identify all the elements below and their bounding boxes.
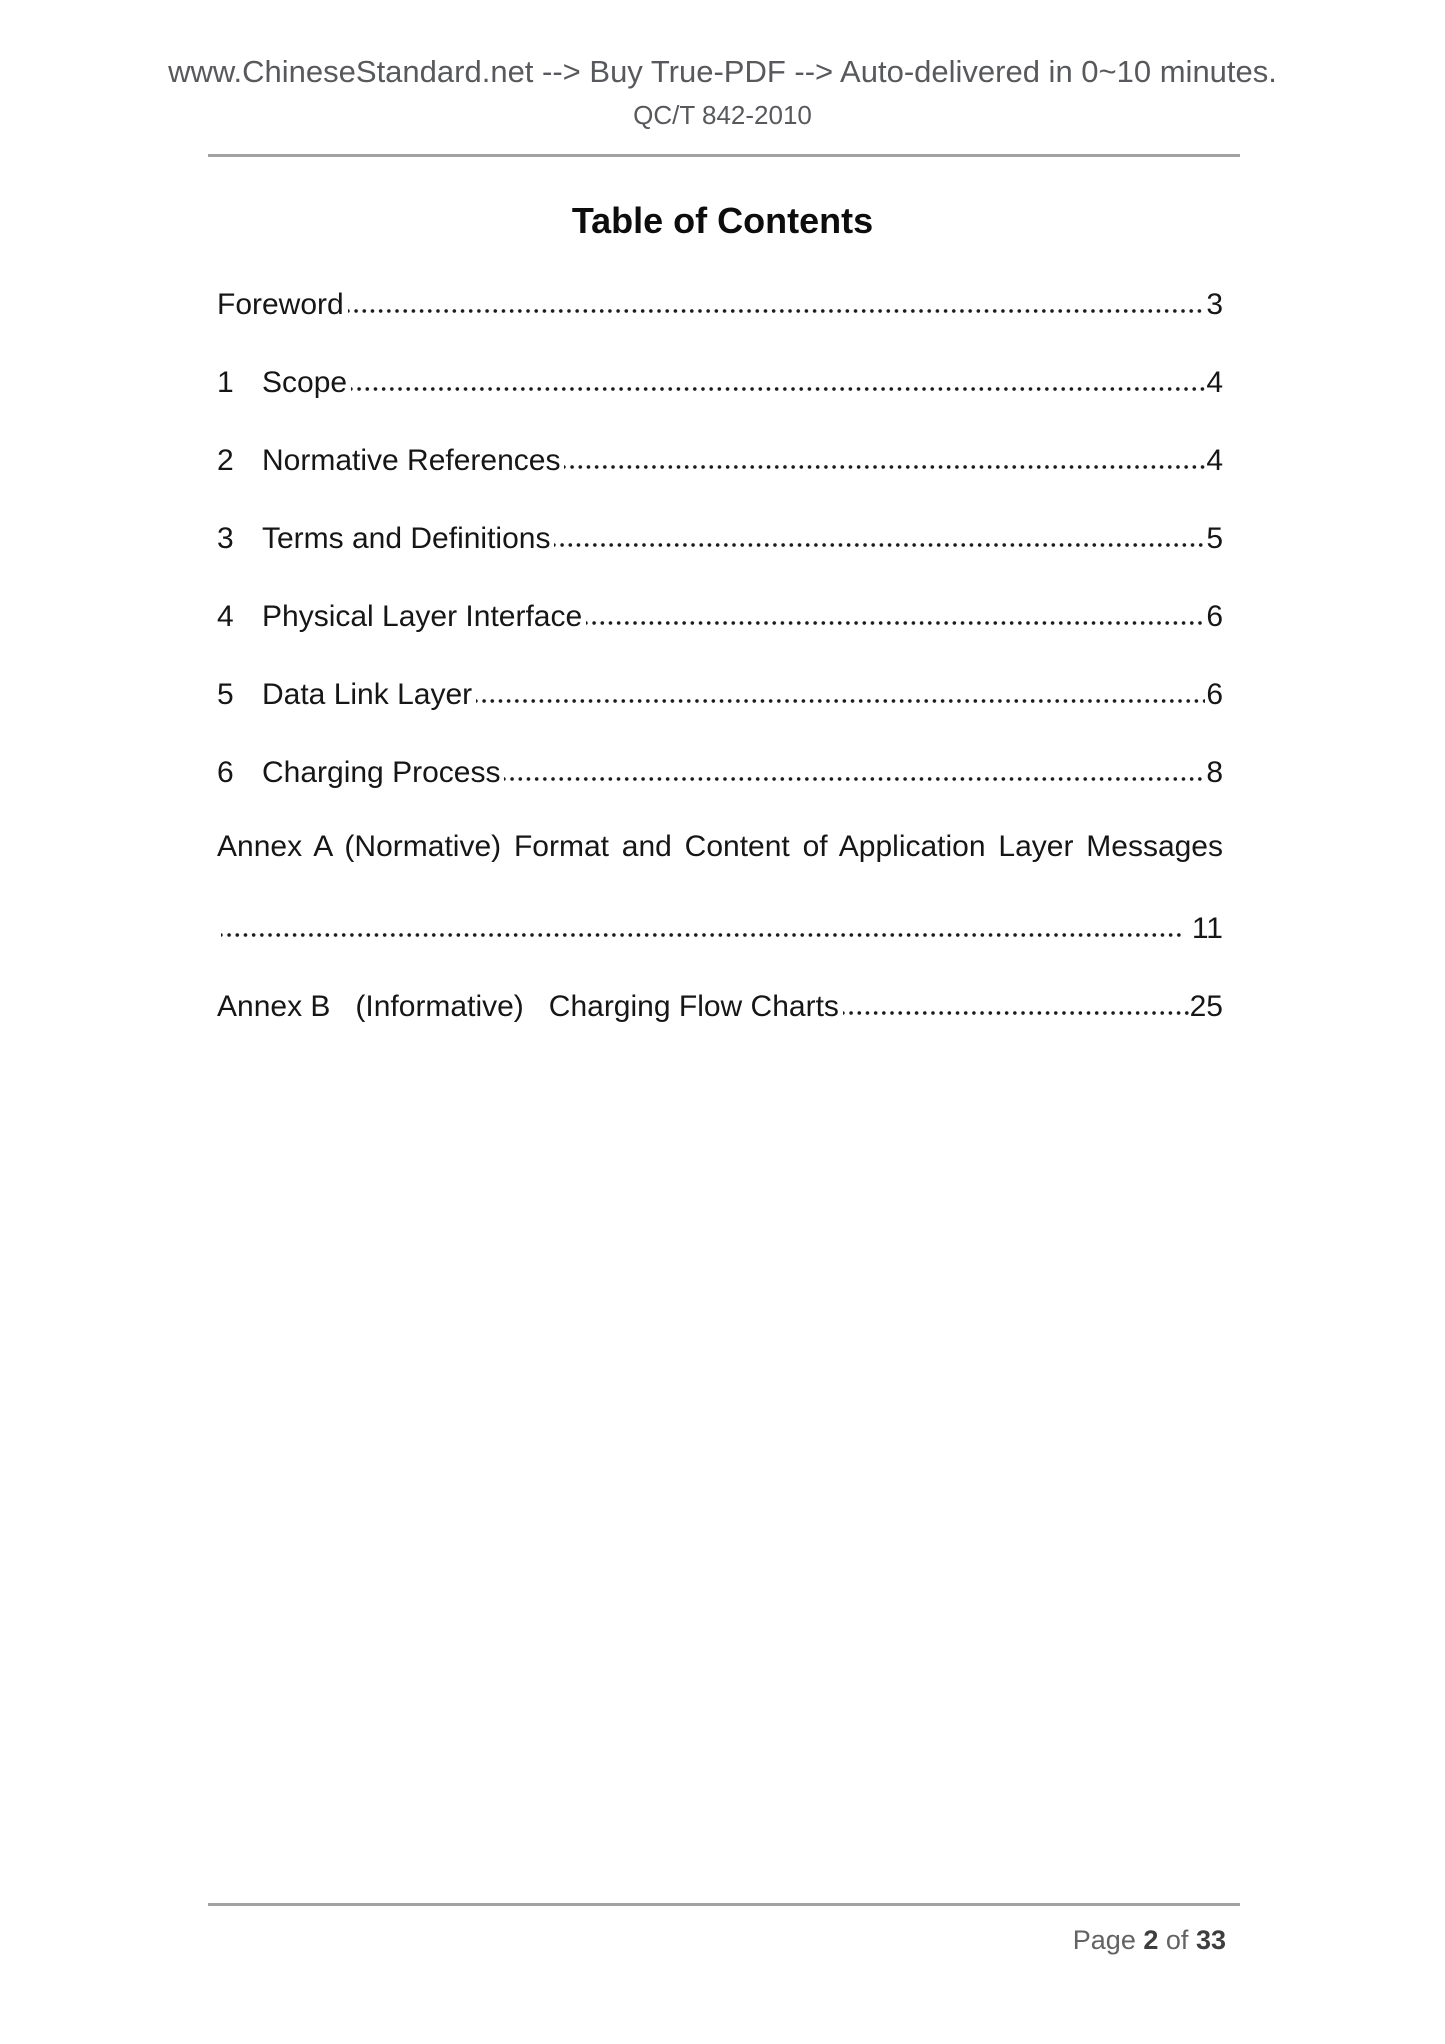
footer-of-label: of <box>1165 1925 1189 1955</box>
toc-entry-number: 1 <box>217 366 234 399</box>
toc-entry-continuation <box>217 907 1223 985</box>
toc-dot-leader <box>586 595 1205 626</box>
toc-entry-label: Foreword <box>217 288 344 321</box>
toc-entry <box>217 595 1223 673</box>
toc-dot-leader <box>351 361 1205 392</box>
toc-page-number: 6 <box>1206 600 1223 633</box>
toc-entry-number: 3 <box>217 522 234 555</box>
site-banner: www.ChineseStandard.net --> Buy True-PDF --> Auto-delivered in 0~10 minutes. <box>168 54 1277 89</box>
toc-entry-label: Data Link Layer <box>262 678 473 711</box>
toc-page-number: 8 <box>1206 756 1223 789</box>
toc-entry-label: Terms and Definitions <box>262 522 551 555</box>
toc-page-number: 6 <box>1206 678 1223 711</box>
toc-entry <box>217 673 1223 751</box>
toc-entry-label: Scope <box>262 366 348 399</box>
toc-page-number: 25 <box>1189 990 1223 1023</box>
toc-entry-annex-heading: Annex A (Normative) Format and Content of Application Layer Messages <box>217 830 1223 863</box>
page-title: Table of Contents <box>571 200 874 241</box>
standard-number: QC/T 842-2010 <box>633 100 812 130</box>
toc-dot-leader <box>843 985 1189 1016</box>
toc-dot-leader <box>348 283 1206 314</box>
table-of-contents <box>217 283 1223 1063</box>
toc-dot-leader <box>564 439 1205 470</box>
toc-entry <box>217 751 1223 829</box>
toc-entry <box>217 985 1223 1063</box>
toc-entry <box>217 439 1223 517</box>
toc-entry <box>217 283 1223 361</box>
toc-page-number: 11 <box>1191 912 1223 945</box>
toc-page-number: 3 <box>1206 288 1223 321</box>
toc-entry-label: Annex B (Informative) Charging Flow Charts <box>217 990 839 1023</box>
page-footer <box>1073 1924 1226 1956</box>
toc-page-number: 4 <box>1206 366 1223 399</box>
toc-entry <box>217 361 1223 439</box>
toc-entry-label: Physical Layer Interface <box>262 600 583 633</box>
toc-page-number: 4 <box>1206 444 1223 477</box>
toc-dot-leader <box>476 673 1205 704</box>
toc-dot-leader <box>221 907 1182 938</box>
footer-divider <box>208 1903 1240 1906</box>
footer-page-current: 2 <box>1143 1925 1159 1955</box>
toc-entry-number: 6 <box>217 756 234 789</box>
toc-entry-label: Charging Process <box>262 756 501 789</box>
toc-entry-number: 4 <box>217 600 234 633</box>
toc-entry-number: 5 <box>217 678 234 711</box>
toc-entry-label: Normative References <box>262 444 561 477</box>
footer-page-total: 33 <box>1195 1925 1226 1955</box>
toc-entry-number: 2 <box>217 444 234 477</box>
toc-dot-leader <box>554 517 1205 548</box>
header-divider <box>208 154 1240 157</box>
toc-page-number: 5 <box>1206 522 1223 555</box>
toc-dot-leader <box>504 751 1205 782</box>
footer-page-label: Page <box>1072 1925 1136 1955</box>
toc-entry <box>217 517 1223 595</box>
